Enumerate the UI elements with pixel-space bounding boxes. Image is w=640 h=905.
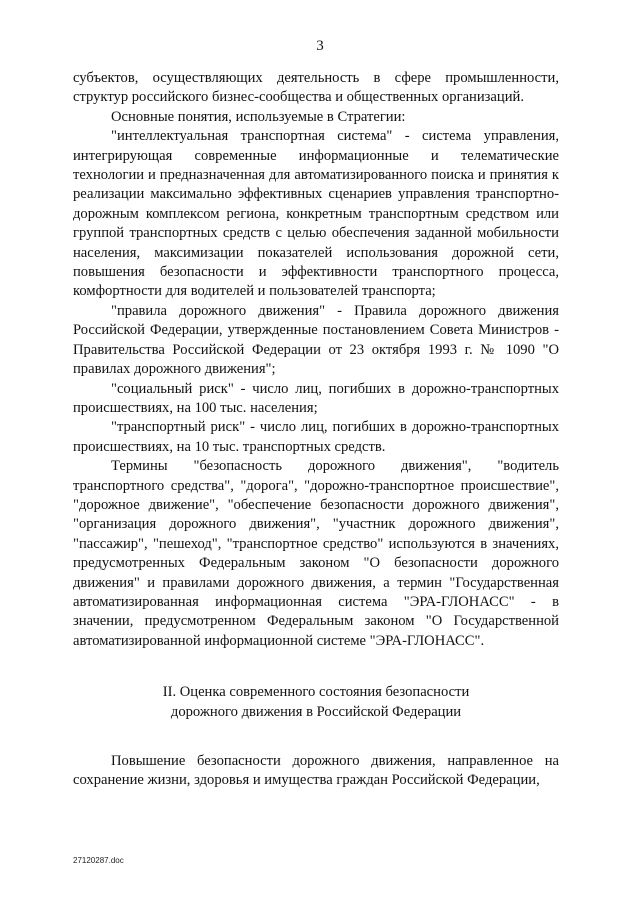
section-heading — [73, 683, 559, 722]
paragraph-definition-transport-risk: "транспортный риск" - число лиц, погибших в дорожно-транспортных происшествиях, на 10 тыс. транспортных средств. — [73, 419, 559, 455]
paragraph-continuation: субъектов, осуществляющих деятельность в сфере промышленности, структур российского бизнес-сообщества и общественных организаций. — [73, 70, 559, 106]
paragraph-definition-traffic-rules: "правила дорожного движения" - Правила дорожного движения Российской Федерации, утвержденные постановлением Совета Министров - Правительства Российской Федерации от 23 октября 1993 г. № 1090 "О правилах дорожного движения"; — [73, 302, 559, 378]
section-heading-line-2: дорожного движения в Российской Федерации — [170, 703, 462, 720]
footer-doc-id: 27120287.doc — [73, 856, 124, 865]
paragraph-definition-social-risk: "социальный риск" - число лиц, погибших в дорожно-транспортных происшествиях, на 100 тыс. населения; — [73, 380, 559, 416]
page-number: 3 — [316, 38, 324, 54]
paragraph-terms: Термины "безопасность дорожного движения", "водитель транспортного средства", "дорога", "дорожно-транспортное происшествие", "дорожное движение", "обеспечение безопасности дорожного движения", "организация дорожного движения", "участник дорожного движения", "пассажир", "пешеход", "транспортное средство" используются в значениях, предусмотренных Федеральным законом "О безопасности дорожного движения" и правилами дорожного движения, а термин "Государственная автоматизированная информационная система "ЭРА-ГЛОНАСС" - в значении, предусмотренном Федеральным законом "О Государственной автоматизированной информационной системе "ЭРА-ГЛОНАСС". — [73, 458, 559, 649]
paragraph-definitions-intro: Основные понятия, используемые в Стратегии: — [111, 108, 406, 125]
section-heading-line-1: II. Оценка современного состояния безопасности — [162, 684, 470, 701]
paragraph-safety-improvement: Повышение безопасности дорожного движения, направленное на сохранение жизни, здоровья и имущества граждан Российской Федерации, — [73, 753, 559, 789]
document-body — [73, 69, 559, 791]
paragraph-definition-its: "интеллектуальная транспортная система" - система управления, интегрирующая современные информационные и телематические технологии и предназначенная для автоматизированного поиска и принятия к реализации максимально эффективных сценариев управления транспортно-дорожным комплексом региона, конкретным транспортным средством или группой транспортных средств с целью обеспечения заданной мобильности населения, максимизации показателей использования дорожной сети, повышения безопасности и эффективности транспортного процесса, комфортности для водителей и пользователей транспорта; — [73, 128, 559, 300]
